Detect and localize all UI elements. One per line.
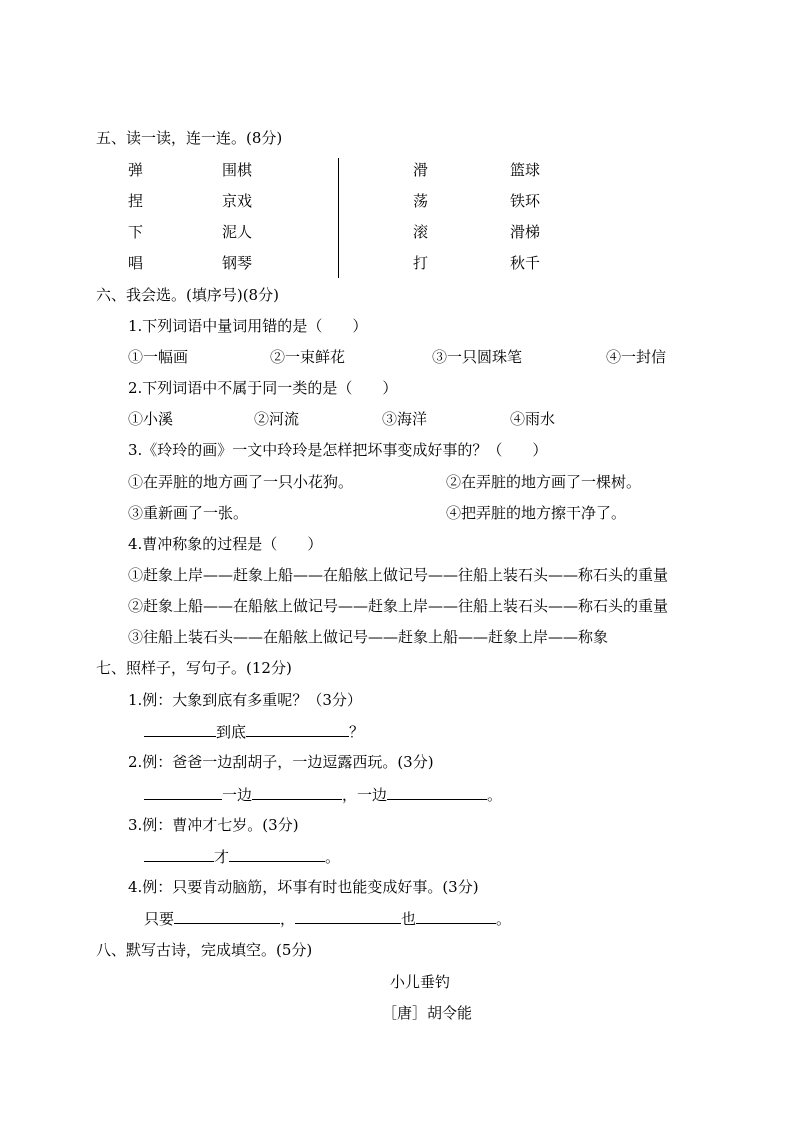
answer-word: 才 [214,848,230,866]
match-left-noun: 钢琴 [222,254,253,272]
answer-word: 到底 [216,723,247,741]
option-1: ①赶象上岸——赶象上船——在船舷上做记号——往船上装石头——称石头的重量 [128,566,669,584]
blank-field[interactable] [174,908,280,924]
option-2: ②赶象上船——在船舷上做记号——赶象上岸——往船上装石头——称石头的重量 [128,597,669,615]
match-right-verb: 滚 [413,223,429,241]
question-stem: 2.例：爸爸一边刮胡子，一边逗露西玩。(3分) [128,753,434,771]
blank-field[interactable] [295,908,401,924]
option-2: ②河流 [254,410,300,428]
blank-field[interactable] [144,846,214,862]
option-2: ②在弄脏的地方画了一棵树。 [446,473,642,491]
blank-field[interactable] [246,721,349,737]
option-3: ③往船上装石头——在船舷上做记号——赶象上船——赶象上岸——称象 [128,628,609,646]
option-1: ①一幅画 [128,348,189,366]
answer-word: ， [280,910,296,928]
option-1: ①在弄脏的地方画了一只小花狗。 [128,473,354,491]
match-left-noun: 泥人 [222,223,253,241]
match-left-verb: 捏 [128,192,144,210]
section-5-title: 五、读一读，连一连。(8分) [96,129,283,147]
answer-line [144,908,511,929]
poem-author: ［唐］胡令能 [382,1004,473,1022]
answer-punct: ？ [349,723,365,741]
question-stem: 2.下列词语中不属于同一类的是（ ） [128,379,398,397]
blank-field[interactable] [229,846,325,862]
option-4: ④一封信 [606,348,667,366]
option-2: ②一束鲜花 [270,348,346,366]
option-3: ③一只圆珠笔 [432,348,523,366]
match-left-verb: 弹 [128,161,144,179]
answer-punct: 。 [325,848,341,866]
match-right-noun: 篮球 [510,161,541,179]
blank-field[interactable] [252,784,342,800]
section-7-title: 七、照样子，写句子。(12分) [96,659,292,677]
blank-field[interactable] [144,721,216,737]
answer-line [144,721,364,742]
answer-word: ，一边 [342,786,388,804]
answer-word: 只要 [144,910,175,928]
match-left-noun: 围棋 [222,161,253,179]
option-3: ③海洋 [382,410,428,428]
match-left-noun: 京戏 [222,192,253,210]
blank-field[interactable] [416,908,496,924]
match-right-verb: 打 [413,254,429,272]
option-4: ④雨水 [510,410,556,428]
blank-field[interactable] [387,784,487,800]
match-right-noun: 铁环 [510,192,541,210]
answer-punct: 。 [496,910,512,928]
match-divider-line [338,158,339,278]
match-right-noun: 秋千 [510,254,541,272]
question-stem: 4.例：只要肯动脑筋，坏事有时也能变成好事。(3分) [128,878,479,896]
section-6-title: 六、我会选。(填序号)(8分) [96,286,279,304]
option-3: ③重新画了一张。 [128,504,249,522]
answer-word: 也 [401,910,417,928]
option-4: ④把弄脏的地方擦干净了。 [446,504,627,522]
option-1: ①小溪 [128,410,174,428]
question-stem: 1.例：大象到底有多重呢？（3分） [128,691,362,709]
blank-field[interactable] [144,784,222,800]
match-left-verb: 唱 [128,254,144,272]
match-right-verb: 荡 [413,192,429,210]
answer-word: 一边 [222,786,253,804]
answer-punct: 。 [487,786,503,804]
answer-line [144,846,340,867]
section-8-title: 八、默写古诗，完成填空。(5分) [96,941,313,959]
question-stem: 3.例：曹冲才七岁。(3分) [128,816,299,834]
question-stem: 1.下列词语中量词用错的是（ ） [128,317,368,335]
answer-line [144,784,502,805]
poem-title: 小儿垂钓 [390,973,451,991]
match-right-verb: 滑 [413,161,429,179]
match-right-noun: 滑梯 [510,223,541,241]
match-left-verb: 下 [128,223,144,241]
question-stem: 4.曹冲称象的过程是（ ） [128,535,323,553]
question-stem: 3.《玲玲的画》一文中玲玲是怎样把坏事变成好事的？（ ） [128,441,548,459]
